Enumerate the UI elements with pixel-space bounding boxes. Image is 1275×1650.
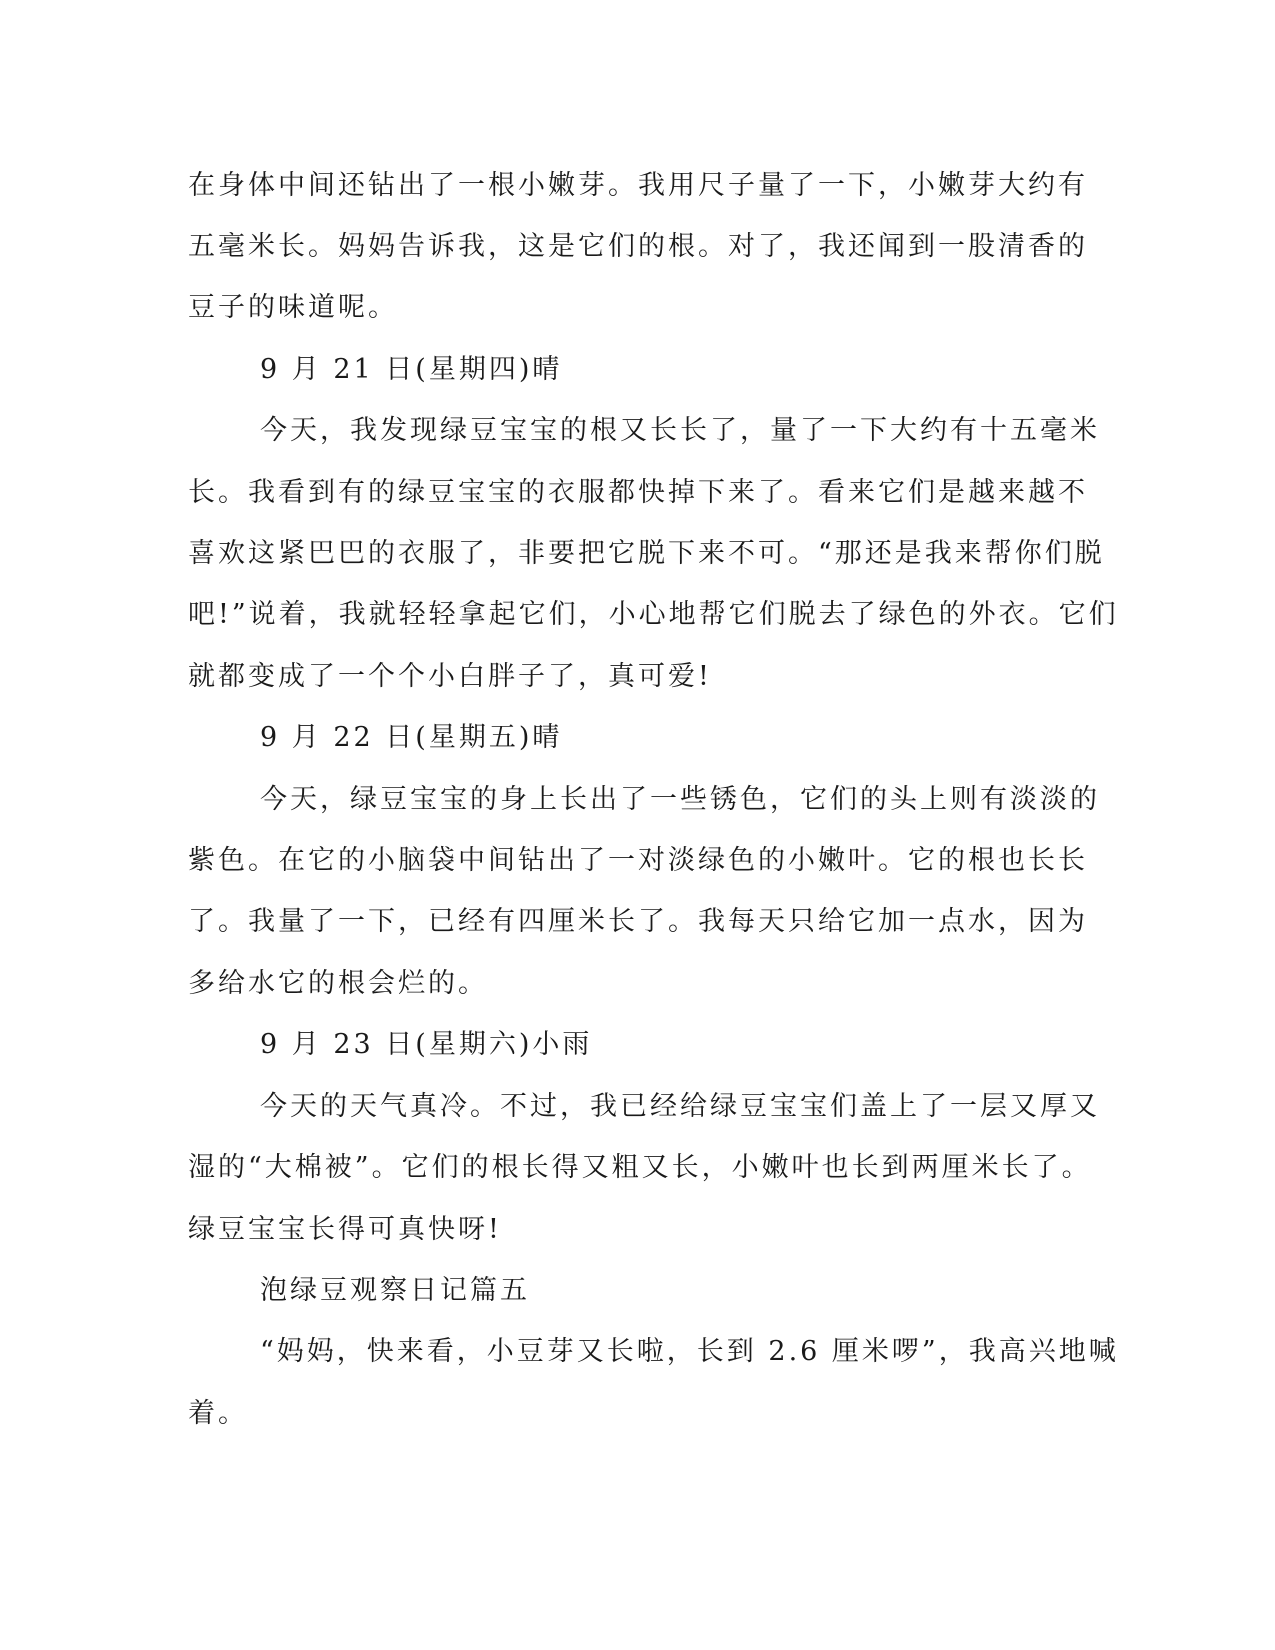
section-title: 泡绿豆观察日记篇五 [260,1275,530,1306]
text-line: 着。 [188,1398,248,1429]
text-line: 长。我看到有的绿豆宝宝的衣服都快掉下来了。看来它们是越来越不 [188,477,1088,508]
diary-date-heading: 9 月 23 日(星期六)小雨 [260,1029,593,1060]
text-line: 就都变成了一个个小白胖子了，真可爱! [188,661,712,692]
text-line: 五毫米长。妈妈告诉我，这是它们的根。对了，我还闻到一股清香的 [188,231,1088,262]
text-line: 今天的天气真冷。不过，我已经给绿豆宝宝们盖上了一层又厚又 [260,1091,1100,1122]
text-line: 喜欢这紧巴巴的衣服了，非要把它脱下来不可。“那还是我来帮你们脱 [188,538,1105,569]
text-line: 紫色。在它的小脑袋中间钻出了一对淡绿色的小嫩叶。它的根也长长 [188,845,1088,876]
text-line: 在身体中间还钻出了一根小嫩芽。我用尺子量了一下，小嫩芽大约有 [188,170,1088,201]
text-line: 绿豆宝宝长得可真快呀! [188,1214,502,1245]
text-line: 豆子的味道呢。 [188,292,398,323]
text-line: 今天，我发现绿豆宝宝的根又长长了，量了一下大约有十五毫米 [260,415,1100,446]
text-line: 湿的“大棉被”。它们的根长得又粗又长，小嫩叶也长到两厘米长了。 [188,1152,1092,1183]
text-line: “妈妈，快来看，小豆芽又长啦，长到 2.6 厘米啰”，我高兴地喊 [260,1336,1119,1367]
text-line: 今天，绿豆宝宝的身上长出了一些锈色，它们的头上则有淡淡的 [260,784,1100,815]
diary-date-heading: 9 月 21 日(星期四)晴 [260,354,563,385]
text-line: 吧!”说着，我就轻轻拿起它们，小心地帮它们脱去了绿色的外衣。它们 [188,599,1119,630]
diary-date-heading: 9 月 22 日(星期五)晴 [260,722,563,753]
text-line: 多给水它的根会烂的。 [188,968,488,999]
text-line: 了。我量了一下，已经有四厘米长了。我每天只给它加一点水，因为 [188,906,1088,937]
